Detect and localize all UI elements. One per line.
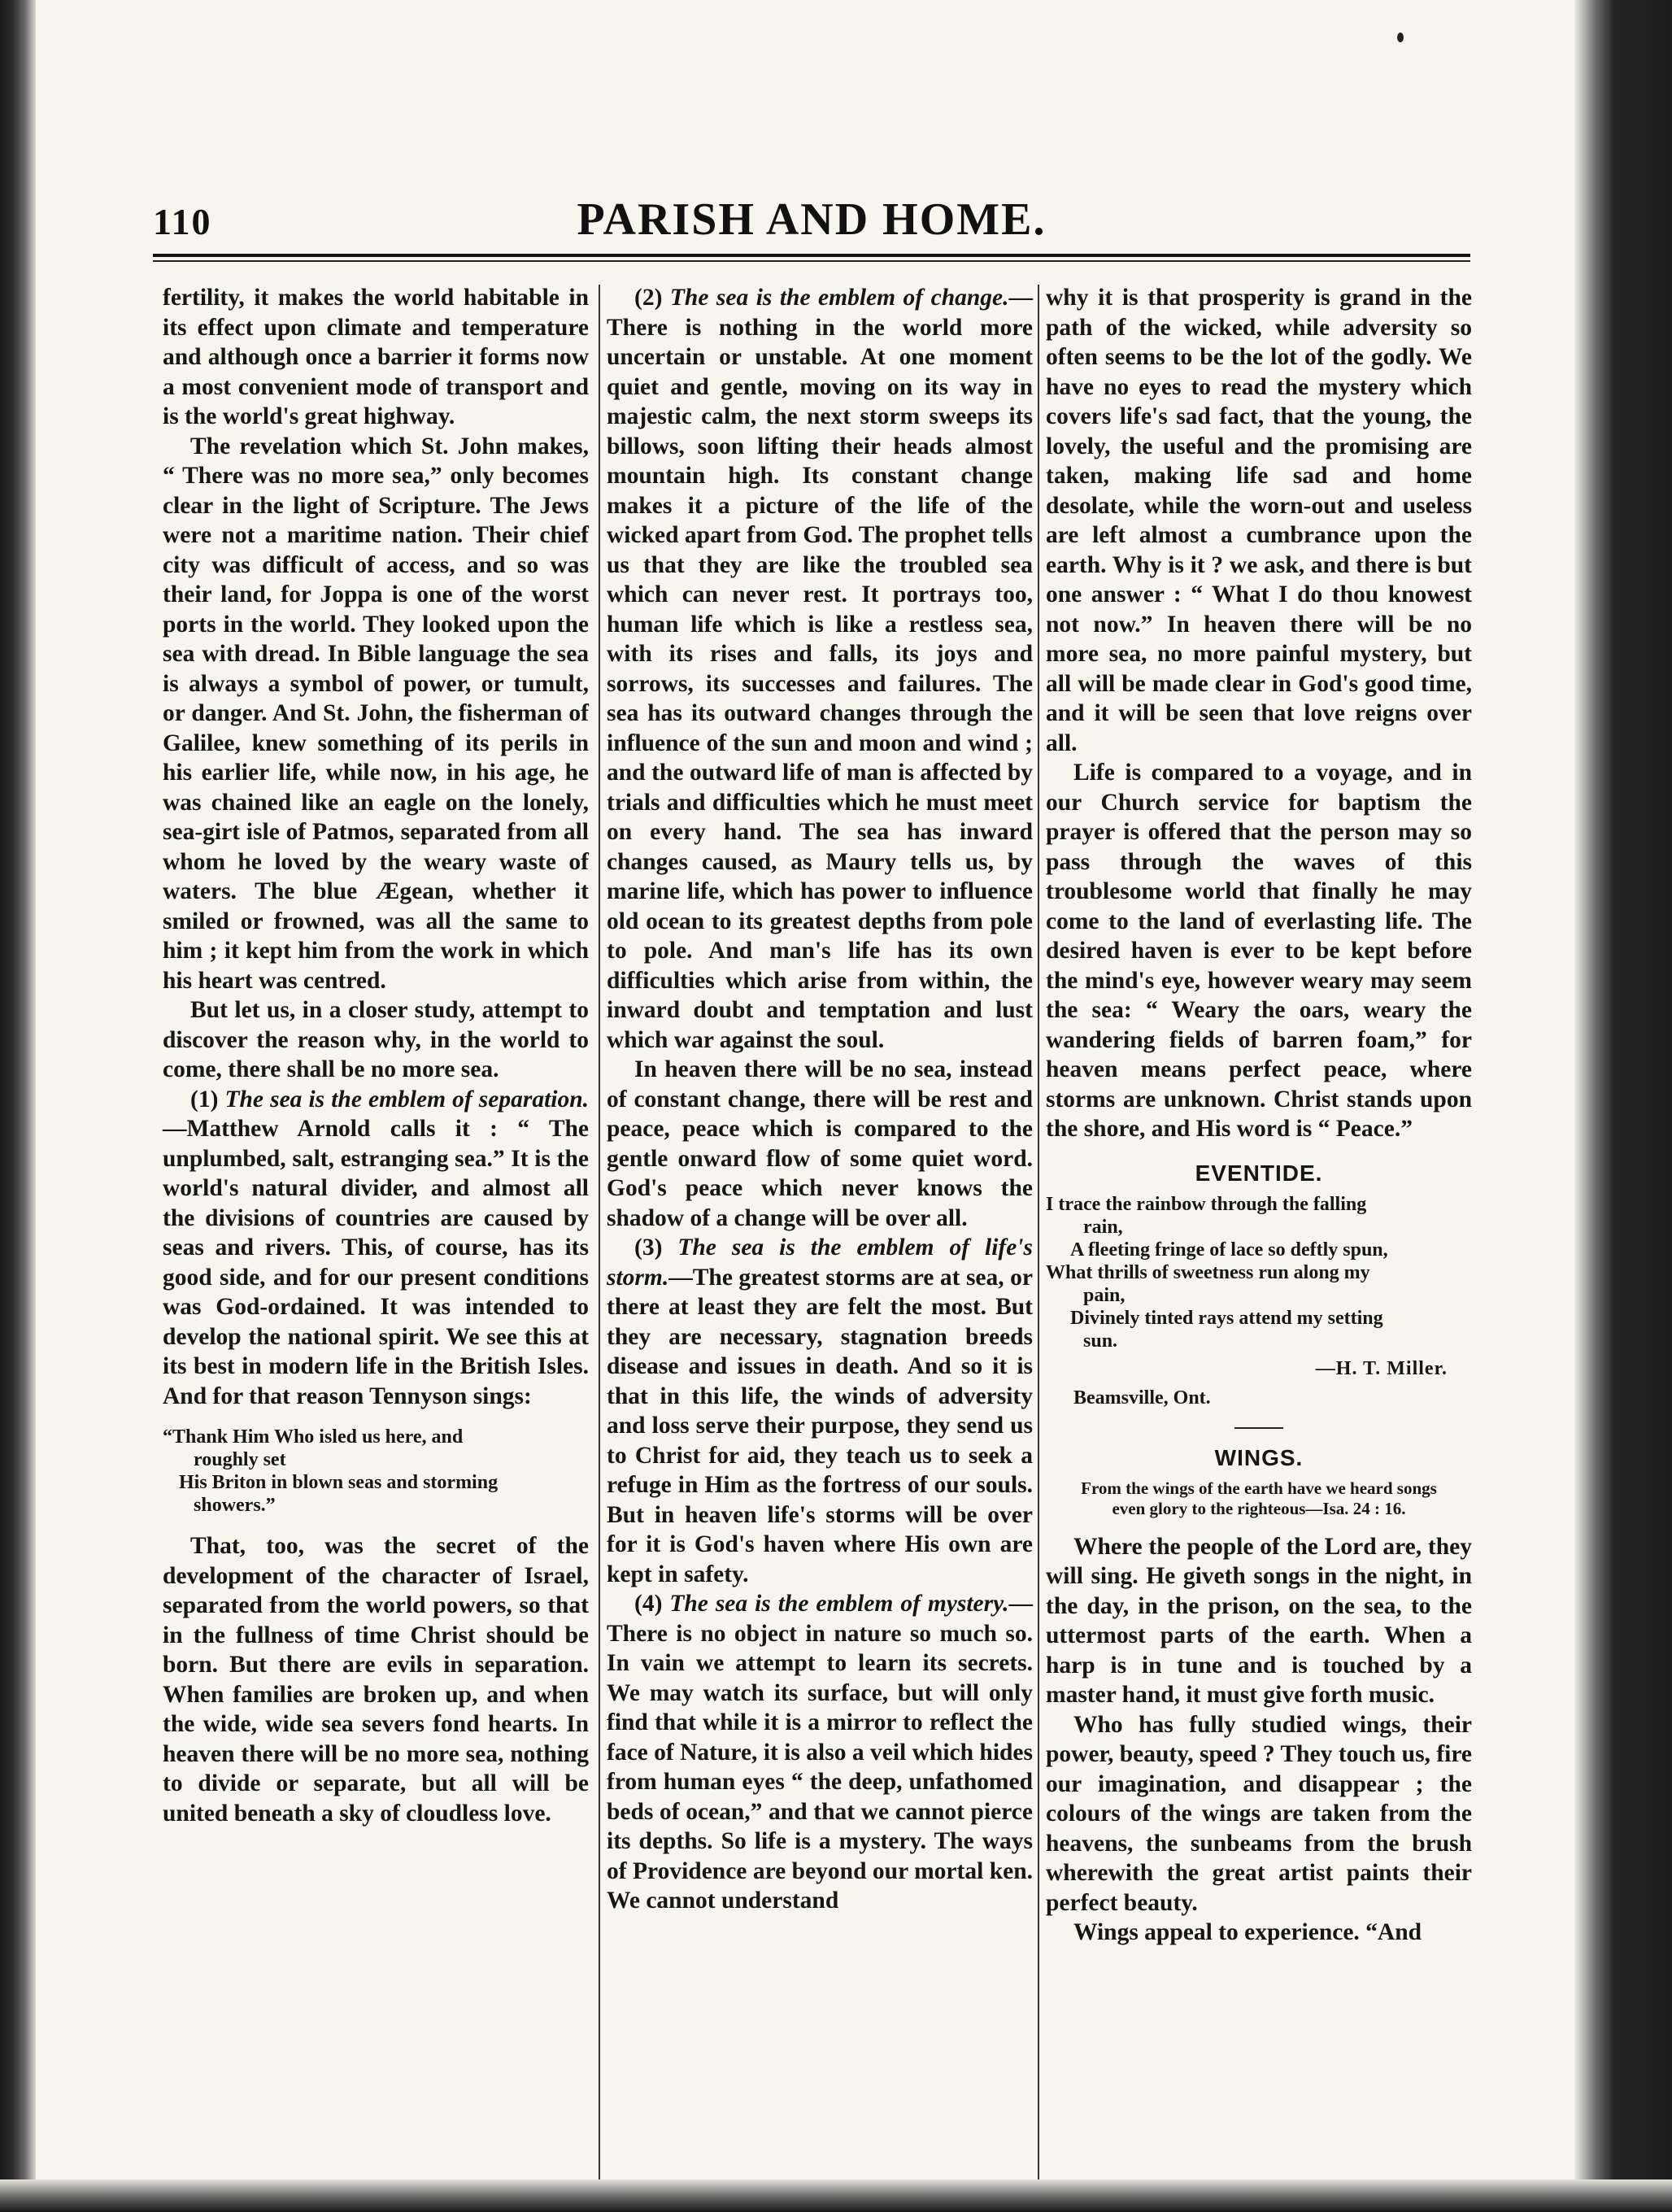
paragraph — [607, 1589, 1033, 1916]
page-title: PARISH AND HOME. — [577, 194, 1047, 245]
scan-edge-right — [1574, 0, 1672, 2212]
ink-spot — [1397, 33, 1404, 42]
epigraph-line: even glory to the righteous—Isa. 24 : 16. — [1112, 1498, 1406, 1518]
paragraph — [607, 283, 1033, 1055]
point-body: —There is no object in nature so much so. In vain we attempt to learn its secrets. We may watch its surface, but will only find that while it is a mirror to reflect the face of Nature, it is also a veil which hides from human eyes “ the deep, unfathomed beds of ocean,” and that we cannot pierce its depths. So life is a mystery. The ways of Providence are beyond our mortal ken. We cannot understand — [607, 1591, 1034, 1914]
point-number: (4) — [634, 1591, 663, 1617]
paragraph: But let us, in a closer study, attempt to discover the reason why, in the world to come, there shall be no more sea. — [163, 997, 589, 1082]
poem-line: sun. — [1083, 1330, 1118, 1352]
point-body: —There is nothing in the world more uncertain or unstable. At one moment quiet and gentle, moving on its way in majestic calm, the next storm sweeps its billows, soon lifting their heads almost mountain high. Its constant change makes it a picture of the life of the wicked apart from God. The prophet tells us that they are like the troubled sea which can never rest. It portrays too, human life which is like a restless sea, with its rises and falls, its joys and sorrows, its successes and failures. The sea has its outward changes through the influence of the sun and moon and wind ; and the outward life of man is affected by trials and difficulties which he must meet on every hand. The sea has inward changes caused, as Maury tells us, by marine life, which has power to influence old ocean to its greatest depths from pole to pole. And man's life has its own difficulties which arise from within, the inward doubt and temptation and lust which war against the soul. — [607, 285, 1033, 1053]
column-divider — [599, 285, 600, 2179]
tennyson-quote — [163, 1426, 589, 1517]
paragraph: That, too, was the secret of the development of the character of Israel, separated from the world powers, so that in the fullness of time Christ should be born. But there are evils in separation. When families are broken up, and when the wide, wide sea severs fond hearts. In heaven there will be no more sea, nothing to divide or separate, but all will be united beneath a sky of cloudless love. — [163, 1533, 589, 1827]
scan-edge-left — [0, 0, 36, 2212]
point-body: —Matthew Arnold calls it : “ The unplumbed, salt, estranging sea.” It is the world's natural divider, and almost all the divisions of countries are caused by seas and rivers. This, of course, has its good side, and for our present conditions was God-ordained. It was intended to develop the national spirit. We see this at its best in modern life in the British Isles. And for that reason Tennyson sings: — [163, 1116, 589, 1409]
quote-line: “Thank Him Who isled us here, and — [163, 1426, 464, 1448]
column-1 — [163, 283, 589, 1828]
quote-line: showers.” — [194, 1495, 276, 1516]
section-divider — [1234, 1427, 1283, 1429]
point-heading: The sea is the emblem of mystery. — [669, 1591, 1009, 1617]
poem-eventide — [1046, 1193, 1472, 1409]
point-heading: The sea is the emblem of separation. — [224, 1086, 589, 1113]
column-3 — [1046, 283, 1472, 1948]
page-number: 110 — [153, 201, 212, 242]
header-rule-thin — [153, 260, 1470, 262]
header-rule-thick — [153, 254, 1470, 257]
quote-line: His Briton in blown seas and storming — [179, 1472, 499, 1493]
paragraph: Who has fully studied wings, their power, beauty, speed ? They touch us, fire our imagination, and disappear ; the colours of the wings are taken from the heavens, the sunbeams from the brush wherewith the great artist paints their perfect beauty. — [1046, 1711, 1472, 1916]
paragraph: Where the people of the Lord are, they will sing. He giveth songs in the night, in the day, in the prison, on the sea, to the uttermost parts of the earth. When a harp is in tune and is touched by a master hand, it must give forth music. — [1046, 1533, 1472, 1708]
paragraph: In heaven there will be no sea, instead of constant change, there will be rest and peace, peace which is compared to the gentle onward flow of some quiet word. God's peace which never knows the shadow of a change will be over all. — [607, 1056, 1033, 1231]
point-heading: The sea is the emblem of change. — [669, 285, 1009, 311]
epigraph — [1046, 1478, 1472, 1519]
poem-line: I trace the rainbow through the falling — [1046, 1194, 1367, 1215]
point-number: (2) — [634, 285, 663, 311]
scan-edge-bottom — [0, 2179, 1672, 2212]
column-2 — [607, 283, 1033, 1916]
section-heading-eventide: EVENTIDE. — [1195, 1160, 1323, 1186]
paragraph: Life is compared to a voyage, and in our Church service for baptism the prayer is offered that the person may so pass through the waves of this troublesome world that finally he may come to the land of everlasting life. The desired haven is ever to be kept before the mind's eye, however weary may seem the sea: “ Weary the oars, weary the wandering fields of barren foam,” for heaven means perfect peace, where storms are unknown. Christ stands upon the shore, and His word is “ Peace.” — [1046, 760, 1472, 1142]
page-header — [153, 194, 1470, 250]
paragraph: fertility, it makes the world habitable in its effect upon climate and temperature and although once a barrier it forms now a most convenient mode of transport and is the world's great highway. — [163, 285, 589, 429]
point-heading: The sea is the emblem of life's storm. — [607, 1234, 1033, 1291]
point-body: —The greatest storms are at sea, or there at least they are felt the most. But they are necessary, stagnation breeds disease and issues in death. And so it is that in this life, the winds of adversity and loss serve their purpose, they send us to Christ for aid, they teach us to seek a refuge in Him as the fortress of our souls. But in heaven life's storms will be over for it is God's haven where His own are kept in safety. — [607, 1264, 1033, 1587]
quote-line: roughly set — [194, 1449, 286, 1470]
point-number: (3) — [634, 1234, 663, 1261]
poem-line: Divinely tinted rays attend my setting — [1070, 1308, 1383, 1329]
poem-line: pain, — [1083, 1285, 1126, 1306]
paragraph: Wings appeal to experience. “And — [1073, 1919, 1422, 1945]
epigraph-line: From the wings of the earth have we heard songs — [1081, 1478, 1437, 1498]
paragraph: why it is that prosperity is grand in the path of the wicked, while adversity so often seems to be the lot of the godly. We have no eyes to read the mystery which covers life's sad fact, that the young, the lovely, the useful and the promising are taken, making life sad and home desolate, while the worn-out and useless are left almost a cumbrance upon the earth. Why is it ? we ask, and there is but one answer : “ What I do thou knowest not now.” In heaven there will be no more sea, no more painful mystery, but all will be made clear in God's good time, and it will be seen that love reigns over all. — [1046, 285, 1472, 756]
column-divider — [1038, 285, 1039, 2179]
poem-line: A fleeting fringe of lace so deftly spun, — [1070, 1239, 1388, 1261]
section-heading-wings: WINGS. — [1214, 1445, 1304, 1470]
poem-place: Beamsville, Ont. — [1073, 1387, 1211, 1409]
poem-line: What thrills of sweetness run along my — [1046, 1262, 1370, 1283]
paragraph: The revelation which St. John makes, “ There was no more sea,” only becomes clear in the light of Scripture. The Jews were not a maritime nation. Their chief city was difficult of access, and so was their land, for Joppa is one of the worst ports in the world. They looked upon the sea with dread. In Bible language the sea is always a symbol of power, or tumult, or danger. And St. John, the fisherman of Galilee, knew something of its perils in his earlier life, while now, in his age, he was chained like an eagle on the lonely, sea-girt isle of Patmos, separated from all whom he loved by the weary waste of waters. The blue Ægean, whether it smiled or frowned, was all the same to him ; it kept him from the work in which his heart was centred. — [163, 433, 589, 994]
point-number: (1) — [190, 1086, 219, 1113]
poem-author: —H. T. Miller. — [1315, 1358, 1448, 1379]
paragraph — [607, 1233, 1033, 1589]
poem-line: rain, — [1083, 1217, 1123, 1238]
paragraph — [163, 1085, 589, 1412]
